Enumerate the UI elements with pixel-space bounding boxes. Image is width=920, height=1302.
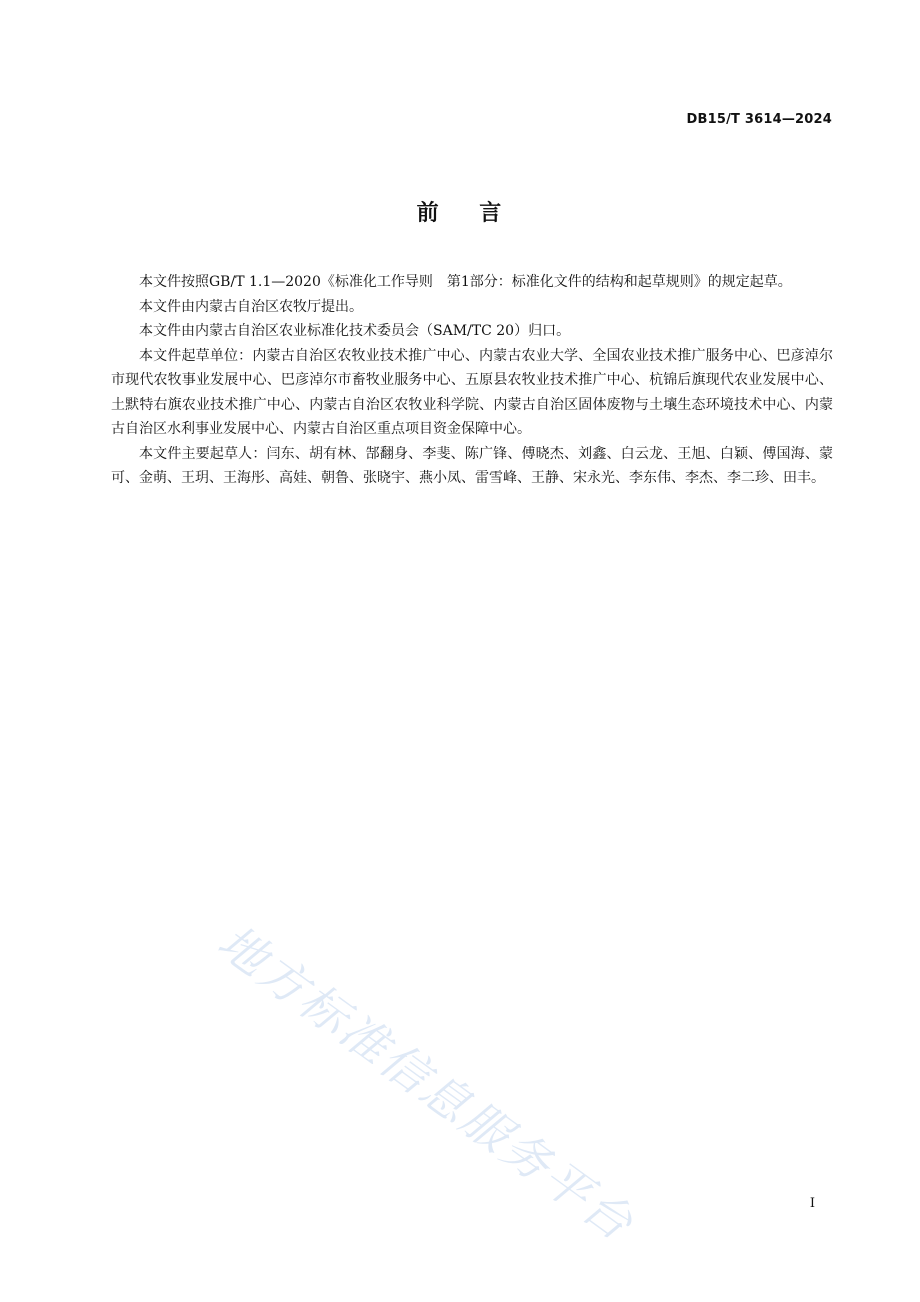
page-number: I xyxy=(809,1196,815,1211)
paragraph-drafting-units: 本文件起草单位：内蒙古自治区农牧业技术推广中心、内蒙古农业大学、全国农业技术推广服务中心、巴彦淖尔市现代农牧事业发展中心、巴彦淖尔市畜牧业服务中心、五原县农牧业技术推广中心、杭锦后旗现代农业发展中心、土默特右旗农业技术推广中心、内蒙古自治区农牧业科学院、内蒙古自治区固体废物与土壤生态环境技术中心、内蒙古自治区水利事业发展中心、内蒙古自治区重点项目资金保障中心。 xyxy=(111,347,833,437)
paragraph-drafters: 本文件主要起草人：闫东、胡有林、郜翻身、李斐、陈广锋、傅晓杰、刘鑫、白云龙、王旭、白颖、傅国海、蒙可、金萌、王玥、王海彤、高娃、朝鲁、张晓宇、燕小凤、雷雪峰、王静、宋永光、李东伟、李杰、李二珍、田丰。 xyxy=(111,445,833,486)
page-title: 前 言 xyxy=(416,201,504,226)
standard-code: DB15/T 3614—2024 xyxy=(686,112,832,127)
foreword-body xyxy=(111,270,833,491)
paragraph-proposer: 本文件由内蒙古自治区农牧厅提出。 xyxy=(139,298,363,315)
paragraph-drafting-basis: 本文件按照GB/T 1.1—2020《标准化工作导则 第1部分：标准化文件的结构和起草规则》的规定起草。 xyxy=(139,274,792,290)
watermark: 地方标准信息服务平台 xyxy=(207,914,645,1253)
paragraph-administrator: 本文件由内蒙古自治区农业标准化技术委员会（SAM/TC 20）归口。 xyxy=(139,323,571,339)
